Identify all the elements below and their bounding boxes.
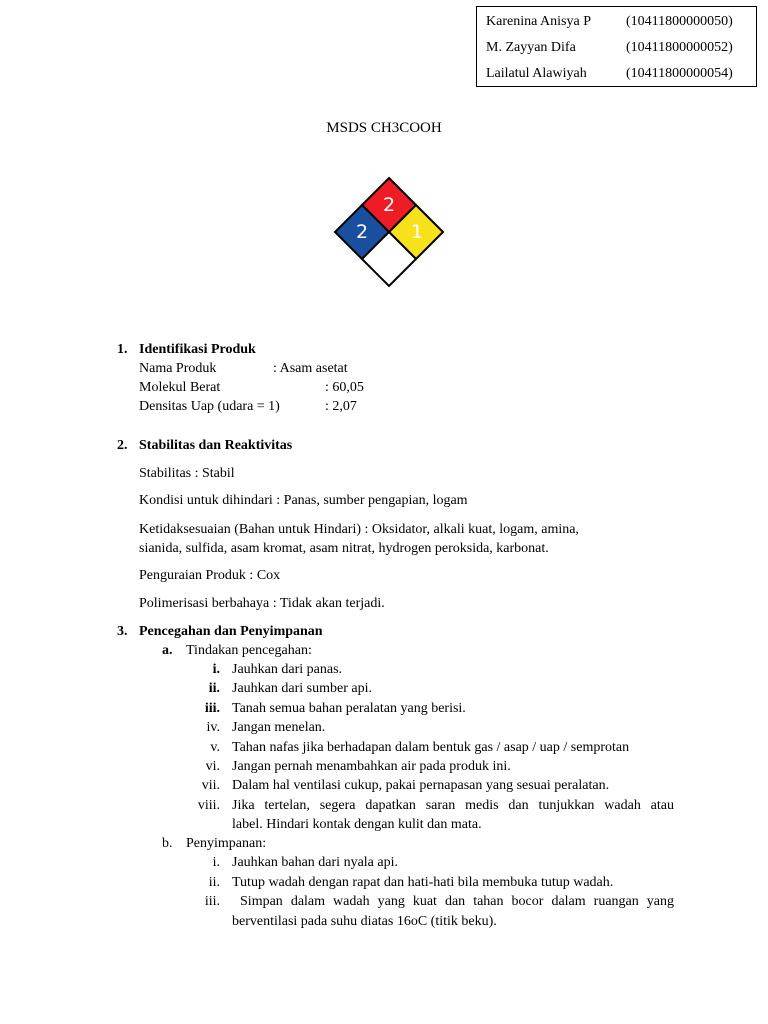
field-label: Nama Produk <box>139 361 217 376</box>
author-box <box>476 6 757 87</box>
list-marker: vi. <box>205 759 220 774</box>
section-number: 1. <box>117 342 128 357</box>
author-name: Karenina Anisya P <box>486 14 591 29</box>
author-id: (10411800000054) <box>626 66 733 81</box>
list-item: Jangan menelan. <box>232 720 326 735</box>
list-marker: vii. <box>201 778 220 793</box>
list-marker: viii. <box>197 798 220 813</box>
author-id: (10411800000050) <box>626 14 733 29</box>
author-id: (10411800000052) <box>626 40 733 55</box>
paragraph: Stabilitas : Stabil <box>139 466 235 481</box>
paragraph: Penguraian Produk : Cox <box>139 568 281 583</box>
document-title: MSDS CH3COOH <box>326 120 442 136</box>
list-item: Jangan pernah menambahkan air pada produk ini. <box>232 759 511 774</box>
list-marker: iii. <box>204 701 220 716</box>
list-marker: b. <box>162 836 173 851</box>
section-heading: Identifikasi Produk <box>139 342 256 357</box>
list-item: Simpan dalam wadah yang kuat dan tahan bocor dalam ruangan yang <box>232 894 674 909</box>
section-number: 2. <box>117 438 128 453</box>
list-item: Tutup wadah dengan rapat dan hati-hati bila membuka tutup wadah. <box>232 875 614 890</box>
nfpa-flammability-value: 2 <box>382 194 396 216</box>
field-value: : 60,05 <box>325 380 364 395</box>
author-row <box>486 38 750 58</box>
list-marker: iv. <box>206 720 220 735</box>
author-name: M. Zayyan Difa <box>486 40 576 55</box>
list-item: Dalam hal ventilasi cukup, pakai pernapasan yang sesuai peralatan. <box>232 778 610 793</box>
paragraph: Polimerisasi berbahaya : Tidak akan terjadi. <box>139 596 385 611</box>
section-heading: Stabilitas dan Reaktivitas <box>139 438 293 453</box>
section-heading: Pencegahan dan Penyimpanan <box>139 624 323 639</box>
author-name: Lailatul Alawiyah <box>486 66 587 81</box>
nfpa-health-value: 2 <box>355 221 369 243</box>
list-marker: i. <box>212 855 220 870</box>
paragraph: sianida, sulfida, asam kromat, asam nitrat, hydrogen peroksida, karbonat. <box>139 541 549 556</box>
subsection-title: Tindakan pencegahan: <box>186 643 312 658</box>
field-value: : Asam asetat <box>273 361 348 376</box>
subsection-title: Penyimpanan: <box>186 836 267 851</box>
list-item: Tahan nafas jika berhadapan dalam bentuk gas / asap / uap / semprotan <box>232 740 630 755</box>
paragraph: Ketidaksesuaian (Bahan untuk Hindari) : Oksidator, alkali kuat, logam, amina, <box>139 522 579 537</box>
list-marker: ii. <box>208 875 220 890</box>
list-item: Tanah semua bahan peralatan yang berisi. <box>232 701 466 716</box>
list-item-continuation: berventilasi pada suhu diatas 16oC (titik beku). <box>232 914 497 929</box>
list-item: Jauhkan bahan dari nyala api. <box>232 855 398 870</box>
list-item-continuation: label. Hindari kontak dengan kulit dan mata. <box>232 817 482 832</box>
list-item: Jika tertelan, segera dapatkan saran medis dan tunjukkan wadah atau <box>232 798 674 813</box>
list-marker: i. <box>212 662 220 677</box>
list-item: Jauhkan dari sumber api. <box>232 681 372 696</box>
nfpa-diamond-icon <box>331 174 447 290</box>
field-label: Densitas Uap (udara = 1) <box>139 399 280 414</box>
field-label: Molekul Berat <box>139 380 221 395</box>
list-item: Jauhkan dari panas. <box>232 662 343 677</box>
list-marker: ii. <box>208 681 220 696</box>
list-marker: a. <box>162 643 173 658</box>
section-number: 3. <box>117 624 128 639</box>
author-row <box>486 12 750 32</box>
paragraph: Kondisi untuk dihindari : Panas, sumber pengapian, logam <box>139 493 468 508</box>
list-marker: iii. <box>204 894 220 909</box>
field-value: : 2,07 <box>325 399 357 414</box>
author-row <box>486 64 750 84</box>
nfpa-reactivity-value: 1 <box>410 221 424 243</box>
list-marker: v. <box>210 740 220 755</box>
